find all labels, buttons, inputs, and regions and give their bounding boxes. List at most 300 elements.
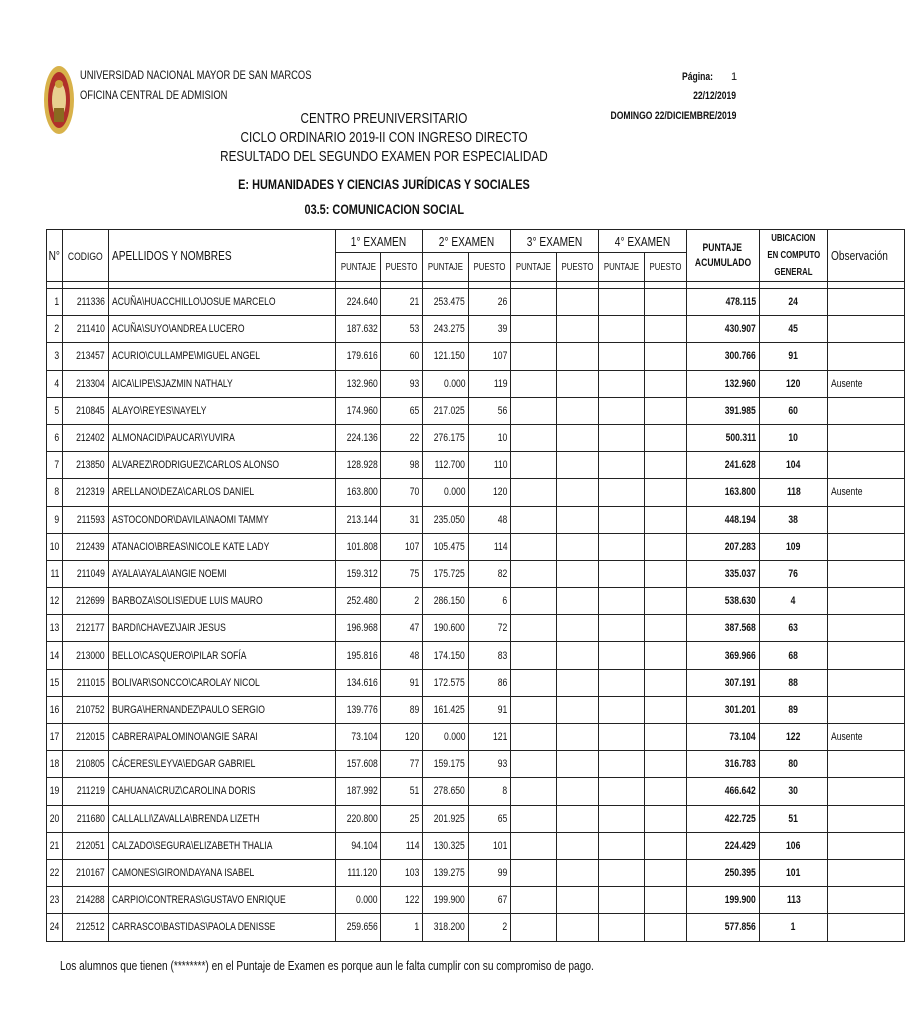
cell-q2: 99 [469, 859, 511, 886]
cell-q1: 21 [381, 289, 423, 316]
cell-empty [556, 424, 598, 451]
cell-obs [828, 778, 905, 805]
title-center: CENTRO PREUNIVERSITARIO [300, 110, 468, 127]
cell-p1: 174.960 [335, 397, 381, 424]
cell-empty [511, 343, 557, 370]
cell-codigo: 211015 [63, 669, 109, 696]
cell-ubic: 104 [759, 452, 828, 479]
cell-p1: 101.808 [335, 533, 381, 560]
cell-p1: 252.480 [335, 588, 381, 615]
cell-codigo: 212439 [63, 533, 109, 560]
cell-codigo: 212015 [63, 724, 109, 751]
cell-obs [828, 424, 905, 451]
cell-ubic: 51 [759, 805, 828, 832]
cell-q2: 26 [469, 289, 511, 316]
cell-p2: 190.600 [423, 615, 469, 642]
cell-q2: 56 [469, 397, 511, 424]
cell-empty [598, 859, 644, 886]
cell-empty [644, 724, 686, 751]
cell-q1: 60 [381, 343, 423, 370]
cell-empty [556, 724, 598, 751]
cell-q1: 31 [381, 506, 423, 533]
cell-obs [828, 887, 905, 914]
cell-q1: 77 [381, 751, 423, 778]
cell-obs [828, 859, 905, 886]
cell-ubic: 109 [759, 533, 828, 560]
cell-p2: 175.725 [423, 560, 469, 587]
cell-acum: 500.311 [686, 424, 759, 451]
cell-empty [598, 424, 644, 451]
cell-empty [556, 316, 598, 343]
area-title: E: HUMANIDADES Y CIENCIAS JURÍDICAS Y SOCIALES [238, 176, 530, 192]
cell-empty [598, 316, 644, 343]
cell-nombre: CALZADO\SEGURA\ELIZABETH THALIA [108, 832, 335, 859]
cell-nombre: BARBOZA\SOLIS\EDUE LUIS MAURO [108, 588, 335, 615]
cell-empty [511, 370, 557, 397]
cell-p1: 0.000 [335, 887, 381, 914]
cell-ubic: 89 [759, 696, 828, 723]
specialty-title: 03.5: COMUNICACION SOCIAL [304, 201, 464, 217]
cell-ubic: 10 [759, 424, 828, 451]
cell-acum: 73.104 [686, 724, 759, 751]
cell-empty [644, 397, 686, 424]
table-row [47, 289, 905, 316]
cell-empty [644, 642, 686, 669]
cell-p2: 199.900 [423, 887, 469, 914]
cell-q2: 110 [469, 452, 511, 479]
cell-acum: 466.642 [686, 778, 759, 805]
cell-empty [644, 506, 686, 533]
cell-obs [828, 642, 905, 669]
cell-empty [511, 696, 557, 723]
cell-nombre: AICA\LIPE\SJAZMIN NATHALY [108, 370, 335, 397]
table-row [47, 370, 905, 397]
cell-p1: 196.968 [335, 615, 381, 642]
cell-p2: 286.150 [423, 588, 469, 615]
cell-q2: 10 [469, 424, 511, 451]
cell-nombre: ATANACIO\BREAS\NICOLE KATE LADY [108, 533, 335, 560]
page-label: Página: [682, 71, 713, 83]
table-row [47, 452, 905, 479]
cell-obs [828, 343, 905, 370]
cell-obs [828, 669, 905, 696]
cell-empty [556, 289, 598, 316]
cell-ubic: 68 [759, 642, 828, 669]
cell-acum: 422.725 [686, 805, 759, 832]
cell-empty [644, 452, 686, 479]
cell-q2: 72 [469, 615, 511, 642]
cell-empty [598, 832, 644, 859]
cell-acum: 478.115 [686, 289, 759, 316]
cell-empty [511, 832, 557, 859]
col-codigo: CODIGO [63, 230, 109, 282]
cell-empty [511, 316, 557, 343]
cell-empty [598, 669, 644, 696]
cell-empty [644, 669, 686, 696]
table-row [47, 642, 905, 669]
table-row [47, 424, 905, 451]
cell-n: 12 [47, 588, 63, 615]
cell-p1: 157.608 [335, 751, 381, 778]
col-nombres: APELLIDOS Y NOMBRES [108, 230, 335, 282]
cell-p1: 220.800 [335, 805, 381, 832]
cell-empty [644, 479, 686, 506]
cell-empty [598, 370, 644, 397]
cell-n: 15 [47, 669, 63, 696]
cell-empty [556, 778, 598, 805]
cell-q1: 93 [381, 370, 423, 397]
cell-empty [598, 289, 644, 316]
cell-empty [598, 560, 644, 587]
cell-acum: 301.201 [686, 696, 759, 723]
cell-codigo: 210752 [63, 696, 109, 723]
cell-empty [511, 751, 557, 778]
cell-obs: Ausente [828, 724, 905, 751]
cell-q2: 39 [469, 316, 511, 343]
cell-nombre: BURGA\HERNANDEZ\PAULO SERGIO [108, 696, 335, 723]
cell-n: 17 [47, 724, 63, 751]
cell-nombre: BELLO\CASQUERO\PILAR SOFÍA [108, 642, 335, 669]
cell-codigo: 213457 [63, 343, 109, 370]
cell-q1: 120 [381, 724, 423, 751]
cell-empty [556, 696, 598, 723]
cell-obs [828, 506, 905, 533]
cell-obs [828, 452, 905, 479]
cell-codigo: 210805 [63, 751, 109, 778]
cell-empty [556, 615, 598, 642]
cell-p2: 0.000 [423, 479, 469, 506]
cell-ubic: 38 [759, 506, 828, 533]
results-body [47, 282, 905, 942]
cell-empty [511, 588, 557, 615]
cell-codigo: 213304 [63, 370, 109, 397]
cell-obs [828, 832, 905, 859]
table-row [47, 887, 905, 914]
col-exam4: 4° EXAMEN [598, 230, 686, 253]
cell-q1: 48 [381, 642, 423, 669]
cell-p2: 278.650 [423, 778, 469, 805]
cell-ubic: 91 [759, 343, 828, 370]
cell-obs [828, 615, 905, 642]
cell-empty [644, 615, 686, 642]
cell-p1: 259.656 [335, 914, 381, 941]
cell-empty [511, 397, 557, 424]
cell-empty [644, 805, 686, 832]
cell-ubic: 120 [759, 370, 828, 397]
cell-p2: 172.575 [423, 669, 469, 696]
title-cycle: CICLO ORDINARIO 2019-II CON INGRESO DIRECTO [240, 129, 528, 146]
cell-p2: 201.925 [423, 805, 469, 832]
results-table [46, 229, 905, 942]
cell-empty [598, 506, 644, 533]
cell-obs [828, 805, 905, 832]
cell-p2: 0.000 [423, 370, 469, 397]
footer-note: Los alumnos que tienen (********) en el Puntaje de Examen es porque aun le falta cumplir con su compromiso de pago. [60, 958, 594, 973]
table-row [47, 533, 905, 560]
cell-q2: 86 [469, 669, 511, 696]
cell-empty [598, 696, 644, 723]
cell-q2: 121 [469, 724, 511, 751]
cell-q2: 48 [469, 506, 511, 533]
cell-empty [598, 533, 644, 560]
cell-p1: 94.104 [335, 832, 381, 859]
cell-empty [598, 588, 644, 615]
cell-empty [511, 914, 557, 941]
cell-n: 8 [47, 479, 63, 506]
cell-empty [511, 669, 557, 696]
table-row [47, 560, 905, 587]
table-row [47, 914, 905, 941]
cell-nombre: BOLIVAR\SONCCO\CAROLAY NICOL [108, 669, 335, 696]
cell-n: 21 [47, 832, 63, 859]
cell-ubic: 88 [759, 669, 828, 696]
cell-obs [828, 316, 905, 343]
cell-nombre: ACUÑA\SUYO\ANDREA LUCERO [108, 316, 335, 343]
cell-p1: 187.992 [335, 778, 381, 805]
cell-p1: 111.120 [335, 859, 381, 886]
cell-q2: 91 [469, 696, 511, 723]
cell-empty [598, 479, 644, 506]
cell-p2: 112.700 [423, 452, 469, 479]
cell-q2: 120 [469, 479, 511, 506]
cell-empty [556, 533, 598, 560]
cell-empty [644, 914, 686, 941]
cell-empty [511, 805, 557, 832]
cell-n: 5 [47, 397, 63, 424]
cell-acum: 316.783 [686, 751, 759, 778]
cell-nombre: CAMONES\GIRON\DAYANA ISABEL [108, 859, 335, 886]
cell-empty [644, 751, 686, 778]
cell-nombre: CÁCERES\LEYVA\EDGAR GABRIEL [108, 751, 335, 778]
cell-q1: 25 [381, 805, 423, 832]
cell-n: 22 [47, 859, 63, 886]
cell-ubic: 80 [759, 751, 828, 778]
table-row [47, 479, 905, 506]
cell-ubic: 45 [759, 316, 828, 343]
cell-p1: 139.776 [335, 696, 381, 723]
cell-nombre: ACURIO\CULLAMPE\MIGUEL ANGEL [108, 343, 335, 370]
cell-codigo: 212699 [63, 588, 109, 615]
cell-nombre: BARDI\CHAVEZ\JAIR JESUS [108, 615, 335, 642]
cell-ubic: 24 [759, 289, 828, 316]
cell-empty [511, 642, 557, 669]
cell-p2: 139.275 [423, 859, 469, 886]
cell-empty [556, 452, 598, 479]
col-acumulado: PUNTAJE ACUMULADO [686, 230, 759, 282]
cell-q1: 114 [381, 832, 423, 859]
cell-q2: 67 [469, 887, 511, 914]
cell-obs [828, 289, 905, 316]
cell-empty [556, 506, 598, 533]
table-row [47, 588, 905, 615]
cell-n: 13 [47, 615, 63, 642]
cell-n: 18 [47, 751, 63, 778]
cell-p1: 195.816 [335, 642, 381, 669]
col-exam2: 2° EXAMEN [423, 230, 511, 253]
cell-empty [556, 859, 598, 886]
cell-p1: 128.928 [335, 452, 381, 479]
cell-nombre: CARRASCO\BASTIDAS\PAOLA DENISSE [108, 914, 335, 941]
cell-q2: 119 [469, 370, 511, 397]
cell-empty [598, 343, 644, 370]
cell-empty [511, 289, 557, 316]
cell-empty [511, 724, 557, 751]
cell-nombre: CARPIO\CONTRERAS\GUSTAVO ENRIQUE [108, 887, 335, 914]
cell-q1: 22 [381, 424, 423, 451]
cell-acum: 132.960 [686, 370, 759, 397]
cell-obs [828, 560, 905, 587]
cell-q1: 122 [381, 887, 423, 914]
cell-p1: 179.616 [335, 343, 381, 370]
cell-ubic: 30 [759, 778, 828, 805]
cell-codigo: 212402 [63, 424, 109, 451]
cell-acum: 241.628 [686, 452, 759, 479]
cell-q2: 2 [469, 914, 511, 941]
cell-codigo: 212512 [63, 914, 109, 941]
cell-empty [511, 615, 557, 642]
cell-acum: 335.037 [686, 560, 759, 587]
cell-empty [556, 642, 598, 669]
cell-p2: 253.475 [423, 289, 469, 316]
cell-empty [556, 805, 598, 832]
cell-empty [644, 832, 686, 859]
cell-n: 14 [47, 642, 63, 669]
cell-q1: 53 [381, 316, 423, 343]
cell-ubic: 122 [759, 724, 828, 751]
col-puesto-1: PUESTO [381, 253, 423, 282]
cell-ubic: 76 [759, 560, 828, 587]
cell-n: 24 [47, 914, 63, 941]
cell-empty [556, 751, 598, 778]
cell-nombre: ARELLANO\DEZA\CARLOS DANIEL [108, 479, 335, 506]
table-row [47, 669, 905, 696]
col-puntaje-2: PUNTAJE [423, 253, 469, 282]
cell-empty [556, 397, 598, 424]
col-puesto-2: PUESTO [469, 253, 511, 282]
table-row [47, 397, 905, 424]
cell-nombre: ALAYO\REYES\NAYELY [108, 397, 335, 424]
col-exam3: 3° EXAMEN [511, 230, 599, 253]
cell-codigo: 210845 [63, 397, 109, 424]
cell-q2: 6 [469, 588, 511, 615]
table-row [47, 859, 905, 886]
cell-empty [644, 316, 686, 343]
cell-empty [598, 615, 644, 642]
cell-p1: 224.136 [335, 424, 381, 451]
cell-empty [644, 289, 686, 316]
cell-p1: 213.144 [335, 506, 381, 533]
cell-p1: 163.800 [335, 479, 381, 506]
cell-nombre: ACUÑA\HUACCHILLO\JOSUE MARCELO [108, 289, 335, 316]
cell-empty [598, 914, 644, 941]
cell-empty [598, 778, 644, 805]
cell-empty [511, 887, 557, 914]
cell-q1: 1 [381, 914, 423, 941]
cell-acum: 369.966 [686, 642, 759, 669]
cell-p1: 159.312 [335, 560, 381, 587]
cell-q1: 2 [381, 588, 423, 615]
cell-q1: 98 [381, 452, 423, 479]
institution-name: UNIVERSIDAD NACIONAL MAYOR DE SAN MARCOS [80, 68, 312, 82]
cell-empty [598, 642, 644, 669]
cell-empty [598, 887, 644, 914]
table-row [47, 506, 905, 533]
cell-empty [556, 343, 598, 370]
cell-obs [828, 533, 905, 560]
cell-ubic: 60 [759, 397, 828, 424]
title-result: RESULTADO DEL SEGUNDO EXAMEN POR ESPECIALIDAD [220, 148, 548, 165]
cell-acum: 430.907 [686, 316, 759, 343]
cell-p2: 276.175 [423, 424, 469, 451]
cell-empty [598, 452, 644, 479]
table-row [47, 343, 905, 370]
cell-acum: 391.985 [686, 397, 759, 424]
cell-n: 2 [47, 316, 63, 343]
cell-acum: 307.191 [686, 669, 759, 696]
cell-acum: 448.194 [686, 506, 759, 533]
col-observacion: Observación [828, 230, 905, 282]
table-row [47, 316, 905, 343]
cell-empty [556, 370, 598, 397]
cell-empty [511, 452, 557, 479]
cell-p2: 105.475 [423, 533, 469, 560]
cell-empty [598, 805, 644, 832]
cell-codigo: 211593 [63, 506, 109, 533]
cell-empty [644, 859, 686, 886]
cell-ubic: 106 [759, 832, 828, 859]
cell-codigo: 212051 [63, 832, 109, 859]
cell-empty [598, 724, 644, 751]
cell-empty [556, 588, 598, 615]
cell-empty [556, 669, 598, 696]
cell-p1: 224.640 [335, 289, 381, 316]
cell-codigo: 211219 [63, 778, 109, 805]
cell-acum: 199.900 [686, 887, 759, 914]
cell-empty [644, 588, 686, 615]
cell-p1: 187.632 [335, 316, 381, 343]
cell-ubic: 4 [759, 588, 828, 615]
cell-ubic: 118 [759, 479, 828, 506]
cell-p2: 217.025 [423, 397, 469, 424]
cell-empty [556, 914, 598, 941]
cell-ubic: 113 [759, 887, 828, 914]
cell-p2: 318.200 [423, 914, 469, 941]
cell-n: 10 [47, 533, 63, 560]
date-long: DOMINGO 22/DICIEMBRE/2019 [610, 110, 736, 122]
cell-acum: 538.630 [686, 588, 759, 615]
cell-ubic: 63 [759, 615, 828, 642]
cell-nombre: CABRERA\PALOMINO\ANGIE SARAI [108, 724, 335, 751]
cell-q1: 75 [381, 560, 423, 587]
cell-ubic: 101 [759, 859, 828, 886]
col-puesto-4: PUESTO [644, 253, 686, 282]
cell-empty [598, 751, 644, 778]
cell-nombre: CAHUANA\CRUZ\CAROLINA DORIS [108, 778, 335, 805]
cell-nombre: ASTOCONDOR\DAVILA\NAOMI TAMMY [108, 506, 335, 533]
cell-q2: 82 [469, 560, 511, 587]
cell-obs: Ausente [828, 479, 905, 506]
cell-obs [828, 696, 905, 723]
cell-acum: 163.800 [686, 479, 759, 506]
cell-codigo: 210167 [63, 859, 109, 886]
table-row [47, 751, 905, 778]
col-exam1: 1° EXAMEN [335, 230, 423, 253]
cell-n: 19 [47, 778, 63, 805]
cell-q2: 101 [469, 832, 511, 859]
page-number: 1 [731, 71, 738, 83]
cell-empty [556, 887, 598, 914]
cell-q1: 103 [381, 859, 423, 886]
